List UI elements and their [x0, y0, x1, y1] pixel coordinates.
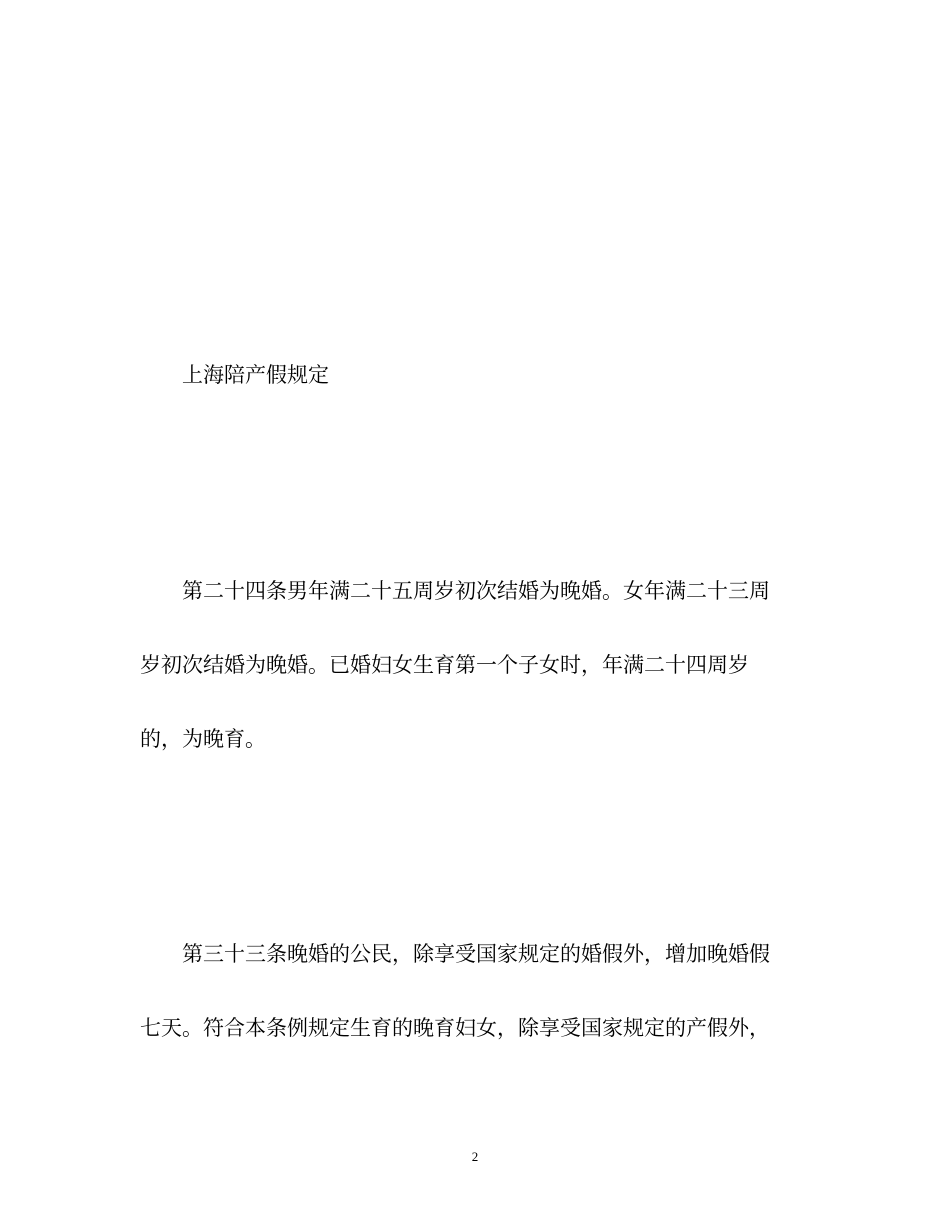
paragraph-2-line-2: 七天。符合本条例规定生育的晚育妇女，除享受国家规定的产假外，	[140, 1016, 770, 1040]
paragraph-2-line-1: 第三十三条晚婚的公民，除享受国家规定的婚假外，增加晚婚假	[182, 942, 770, 966]
paragraph-1-line-1: 第二十四条男年满二十五周岁初次结婚为晚婚。女年满二十三周	[182, 579, 770, 603]
paragraph-1-line-2: 岁初次结婚为晚婚。已婚妇女生育第一个子女时，年满二十四周岁	[140, 653, 749, 677]
paragraph-1-line-3: 的，为晚育。	[140, 727, 266, 751]
page-number: 2	[471, 1149, 479, 1164]
document-title: 上海陪产假规定	[182, 363, 329, 387]
